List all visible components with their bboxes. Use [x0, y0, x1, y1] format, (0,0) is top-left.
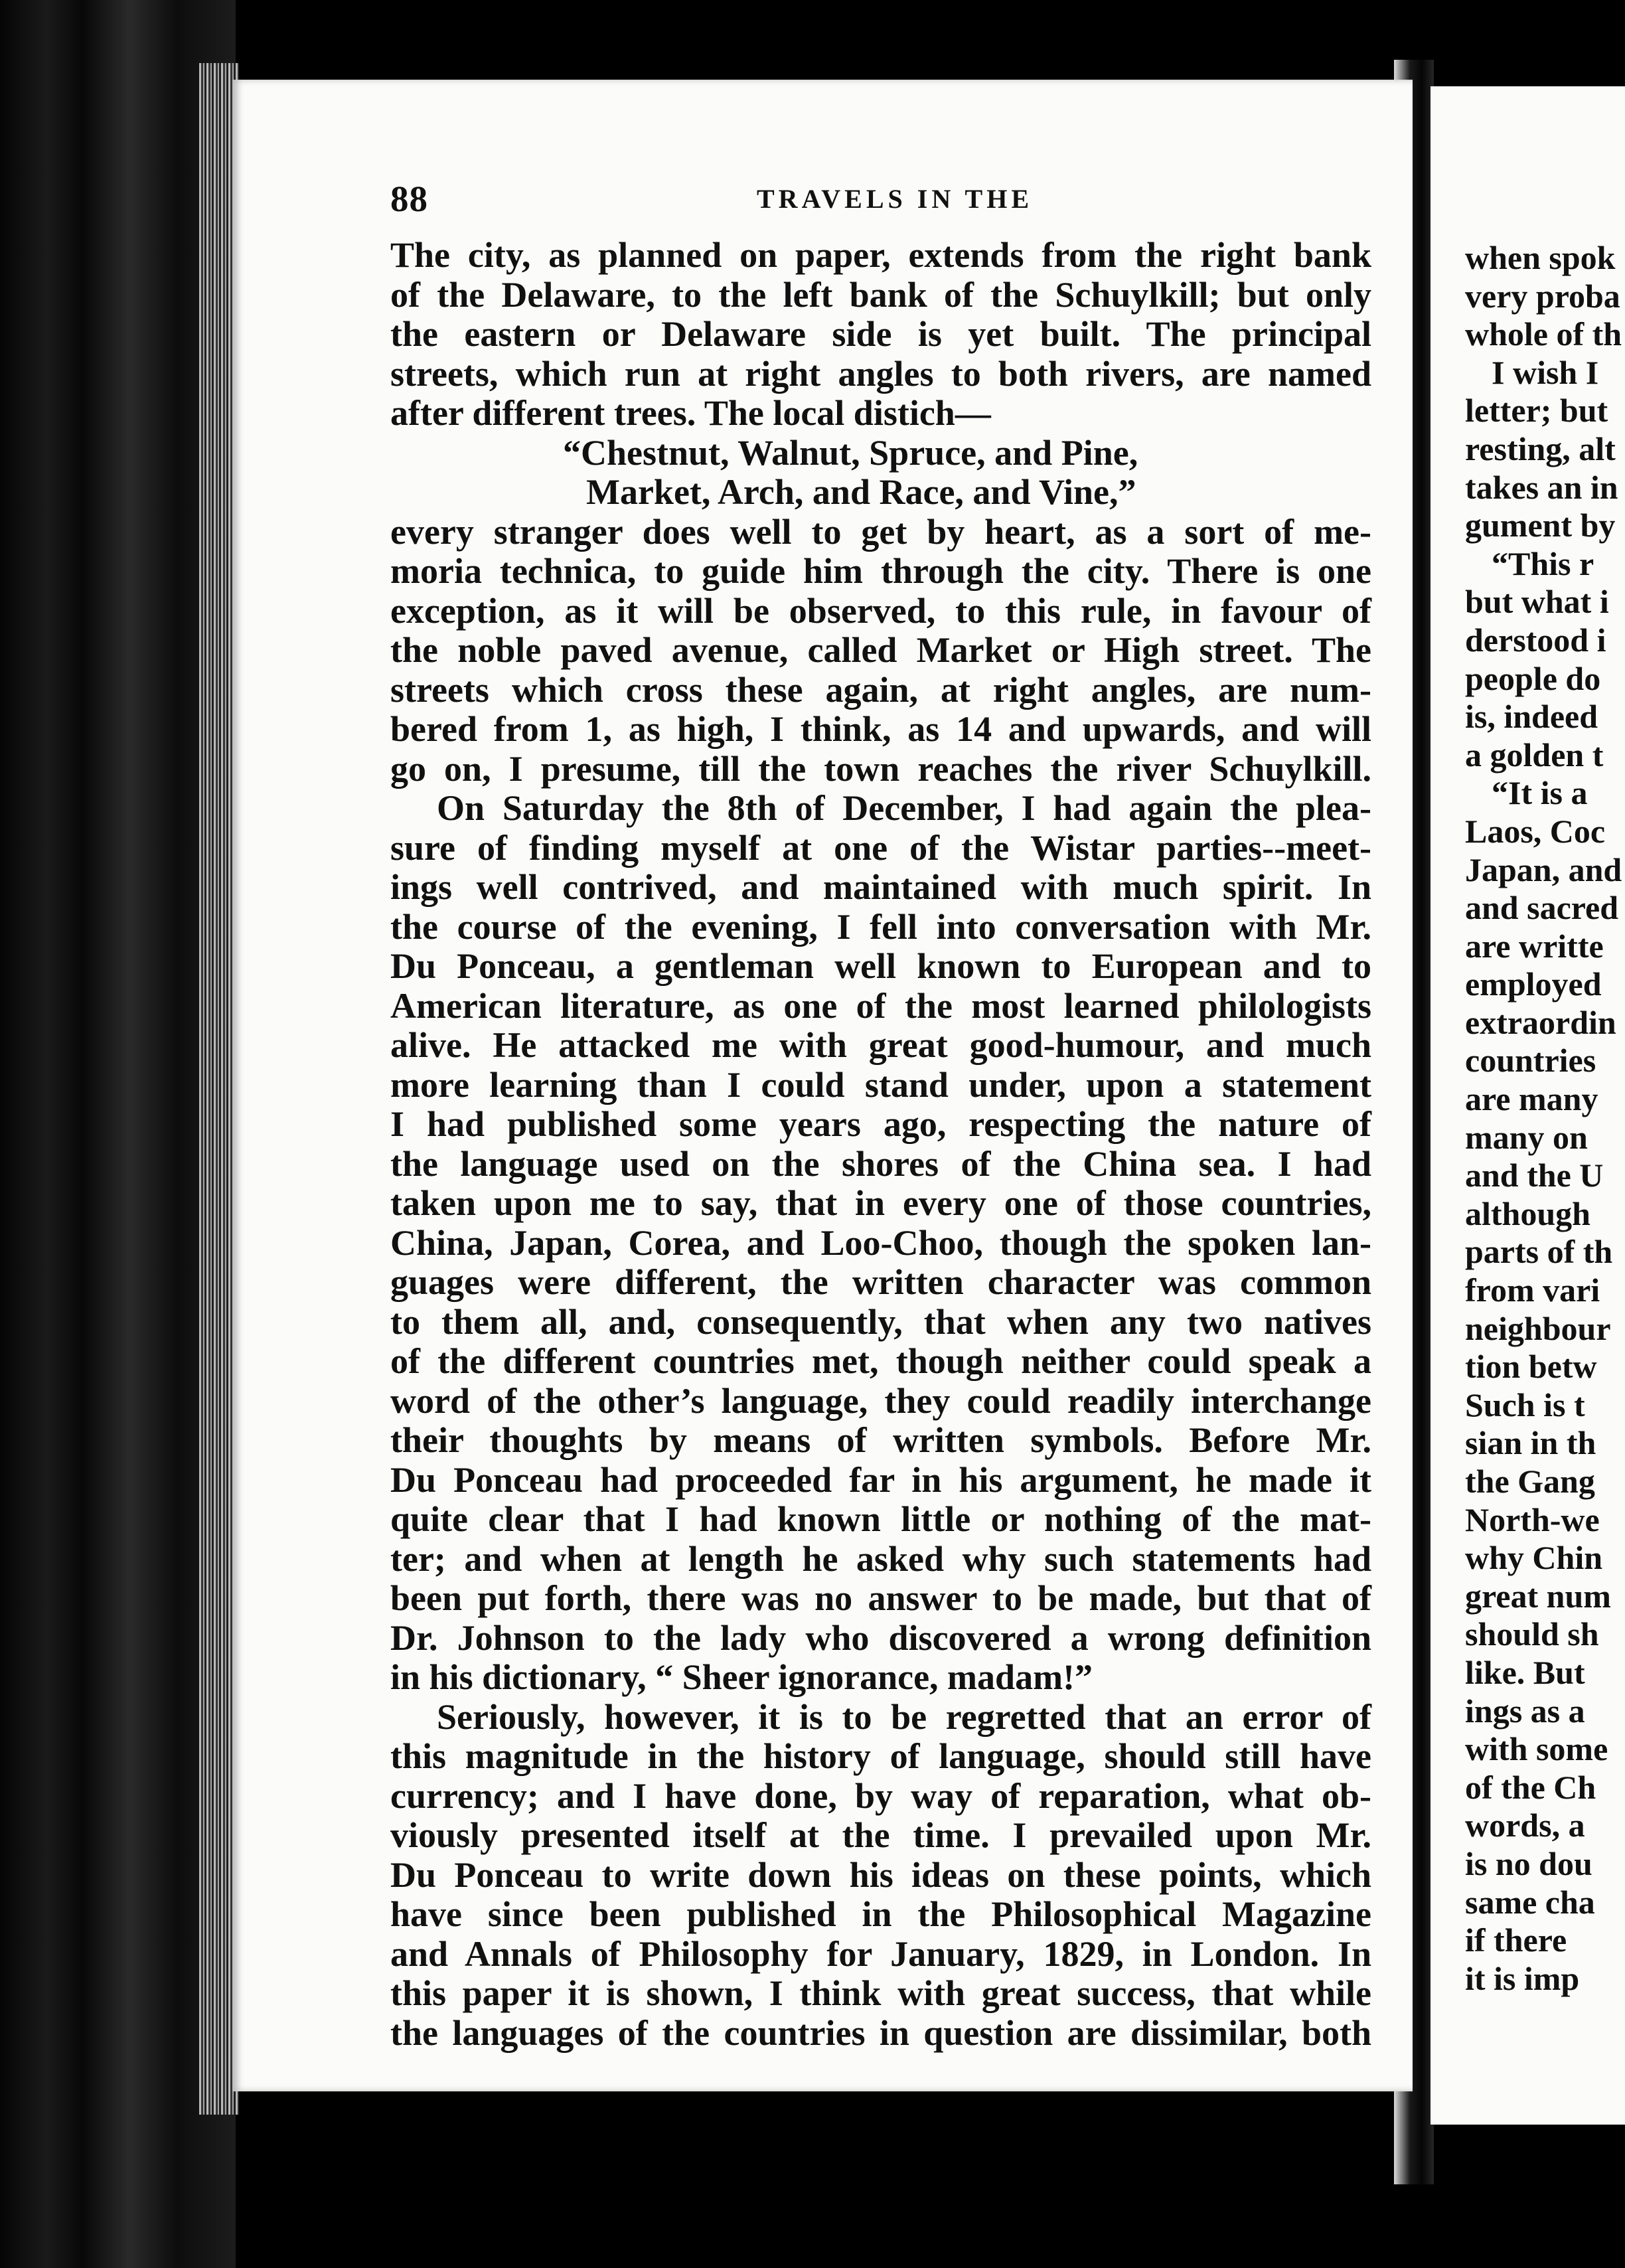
text-line: from vari	[1465, 1271, 1600, 1309]
text-line: parts of th	[1465, 1233, 1613, 1271]
text-line: to them all, and, consequently, that when any two natives	[390, 1301, 1371, 1342]
text-line: people do	[1465, 659, 1601, 697]
text-line: it is imp	[1465, 1959, 1580, 1997]
text-line: in his dictionary, “ Sheer ignorance, madam!”	[390, 1657, 1093, 1697]
text-line: bered from 1, as high, I think, as 14 and upwards, and will	[390, 709, 1371, 749]
text-line: I had published some years ago, respecting the nature of	[390, 1104, 1371, 1144]
text-line: this paper it is shown, I think with great success, that while	[390, 1973, 1371, 2013]
text-line: is no dou	[1465, 1844, 1592, 1882]
text-line: Du Ponceau to write down his ideas on these points, which	[390, 1854, 1371, 1895]
text-line: tion betw	[1465, 1348, 1597, 1386]
text-line: extraordin	[1465, 1003, 1616, 1041]
text-line: employed	[1465, 965, 1602, 1003]
text-line: currency; and I have done, by way of reparation, what ob-	[390, 1775, 1371, 1816]
text-line: same cha	[1465, 1883, 1595, 1921]
text-line: this magnitude in the history of language, should still have	[390, 1736, 1371, 1776]
text-line: Seriously, however, it is to be regretted that an error of	[437, 1696, 1371, 1737]
text-line: ings as a	[1465, 1692, 1585, 1730]
text-line: exception, as it will be observed, to this rule, in favour of	[390, 590, 1371, 631]
text-line: American literature, as one of the most learned philologists	[390, 985, 1371, 1026]
text-line: go on, I presume, till the town reaches the river Schuylkill.	[390, 748, 1371, 789]
text-line: I wish I	[1492, 353, 1599, 391]
right-page-text	[1465, 239, 1625, 1998]
text-line: taken upon me to say, that in every one of those countries,	[390, 1183, 1371, 1223]
text-line: of the different countries met, though neither could speak a	[390, 1341, 1371, 1381]
text-line: with some	[1465, 1730, 1608, 1768]
text-line: the languages of the countries in question are dissimilar, both	[390, 2012, 1371, 2053]
text-line: moria technica, to guide him through the city. There is one	[390, 551, 1371, 591]
text-line: many on	[1465, 1118, 1588, 1156]
text-line: sian in th	[1465, 1424, 1596, 1462]
text-line: North-we	[1465, 1500, 1600, 1538]
text-line: resting, alt	[1465, 430, 1616, 467]
text-line: the noble paved avenue, called Market or High street. The	[390, 630, 1371, 670]
text-line: great num	[1465, 1577, 1611, 1615]
text-line: derstood i	[1465, 621, 1606, 659]
text-line: The city, as planned on paper, extends from the right bank	[390, 235, 1371, 275]
text-line: sure of finding myself at one of the Wistar parties--meet-	[390, 827, 1371, 868]
text-line: but what i	[1465, 583, 1609, 621]
text-line: after different trees. The local distich—	[390, 393, 991, 433]
text-line: “This r	[1492, 544, 1594, 582]
text-line: gument by	[1465, 507, 1616, 544]
text-line: of the Delaware, to the left bank of the Schuylkill; but only	[390, 274, 1371, 315]
text-line: every stranger does well to get by heart, as a sort of me-	[390, 511, 1371, 552]
text-line: why Chin	[1465, 1539, 1603, 1577]
text-line: Such is t	[1465, 1386, 1585, 1423]
text-line: word of the other’s language, they could readily interchange	[390, 1380, 1371, 1421]
text-line: letter; but	[1465, 392, 1608, 430]
text-line: ings well contrived, and maintained with much spirit. In	[390, 867, 1371, 907]
text-line: the eastern or Delaware side is yet built. The principal	[390, 314, 1371, 354]
text-line: quite clear that I had known little or nothing of the mat-	[390, 1499, 1371, 1539]
text-line: alive. He attacked me with great good-humour, and much	[390, 1025, 1371, 1065]
text-line: Du Ponceau, a gentleman well known to European and to	[390, 946, 1371, 986]
text-line: are writte	[1465, 927, 1604, 965]
text-line: if there	[1465, 1921, 1567, 1959]
text-line: Laos, Coc	[1465, 812, 1606, 850]
text-line: when spok	[1465, 239, 1616, 276]
text-line: a golden t	[1465, 736, 1604, 773]
text-line: of the Ch	[1465, 1768, 1596, 1806]
text-line: ter; and when at length he asked why such statements had	[390, 1538, 1371, 1579]
text-line: are many	[1465, 1080, 1598, 1118]
text-line: should sh	[1465, 1615, 1599, 1653]
text-line: although	[1465, 1194, 1590, 1232]
verse-line: “Chestnut, Walnut, Spruce, and Pine,	[563, 432, 1138, 473]
text-line: the language used on the shores of the China sea. I had	[390, 1143, 1371, 1184]
text-line: guages were different, the written character was common	[390, 1262, 1371, 1302]
text-line: viously presented itself at the time. I prevailed upon Mr.	[390, 1815, 1371, 1855]
text-line: more learning than I could stand under, upon a statement	[390, 1064, 1371, 1105]
text-line: words, a	[1465, 1807, 1585, 1844]
running-title: TRAVELS IN THE	[757, 184, 1033, 214]
text-line: “It is a	[1492, 774, 1588, 812]
text-line: whole of th	[1465, 315, 1622, 353]
text-line: On Saturday the 8th of December, I had again the plea-	[437, 788, 1371, 828]
text-line: streets, which run at right angles to both rivers, are named	[390, 353, 1371, 394]
page-body-text	[390, 236, 1371, 2053]
text-line: and Annals of Philosophy for January, 1829, in London. In	[390, 1933, 1371, 1974]
running-head	[390, 178, 1373, 218]
text-line: streets which cross these again, at right angles, are num-	[390, 669, 1371, 710]
verse-line: Market, Arch, and Race, and Vine,”	[586, 472, 1136, 512]
text-line: like. But	[1465, 1653, 1585, 1691]
text-line: very proba	[1465, 277, 1620, 315]
text-line: the Gang	[1465, 1463, 1595, 1500]
text-line: neighbour	[1465, 1309, 1611, 1347]
text-line: the course of the evening, I fell into conversation with Mr.	[390, 906, 1371, 947]
text-line: countries	[1465, 1042, 1596, 1080]
text-line: is, indeed	[1465, 698, 1598, 736]
page-number: 88	[390, 179, 428, 219]
text-line: China, Japan, Corea, and Loo-Choo, though the spoken lan-	[390, 1222, 1371, 1263]
text-line: have since been published in the Philosophical Magazine	[390, 1894, 1371, 1934]
text-line: their thoughts by means of written symbols. Before Mr.	[390, 1420, 1371, 1460]
text-line: takes an in	[1465, 468, 1618, 506]
text-line: Japan, and	[1465, 850, 1622, 888]
text-line: Dr. Johnson to the lady who discovered a wrong definition	[390, 1617, 1371, 1658]
text-line: and the U	[1465, 1157, 1604, 1194]
text-line: Du Ponceau had proceeded far in his argument, he made it	[390, 1459, 1371, 1500]
text-line: been put forth, there was no answer to be made, but that of	[390, 1578, 1371, 1618]
text-line: and sacred	[1465, 889, 1619, 927]
right-page-partial	[1431, 86, 1625, 2125]
